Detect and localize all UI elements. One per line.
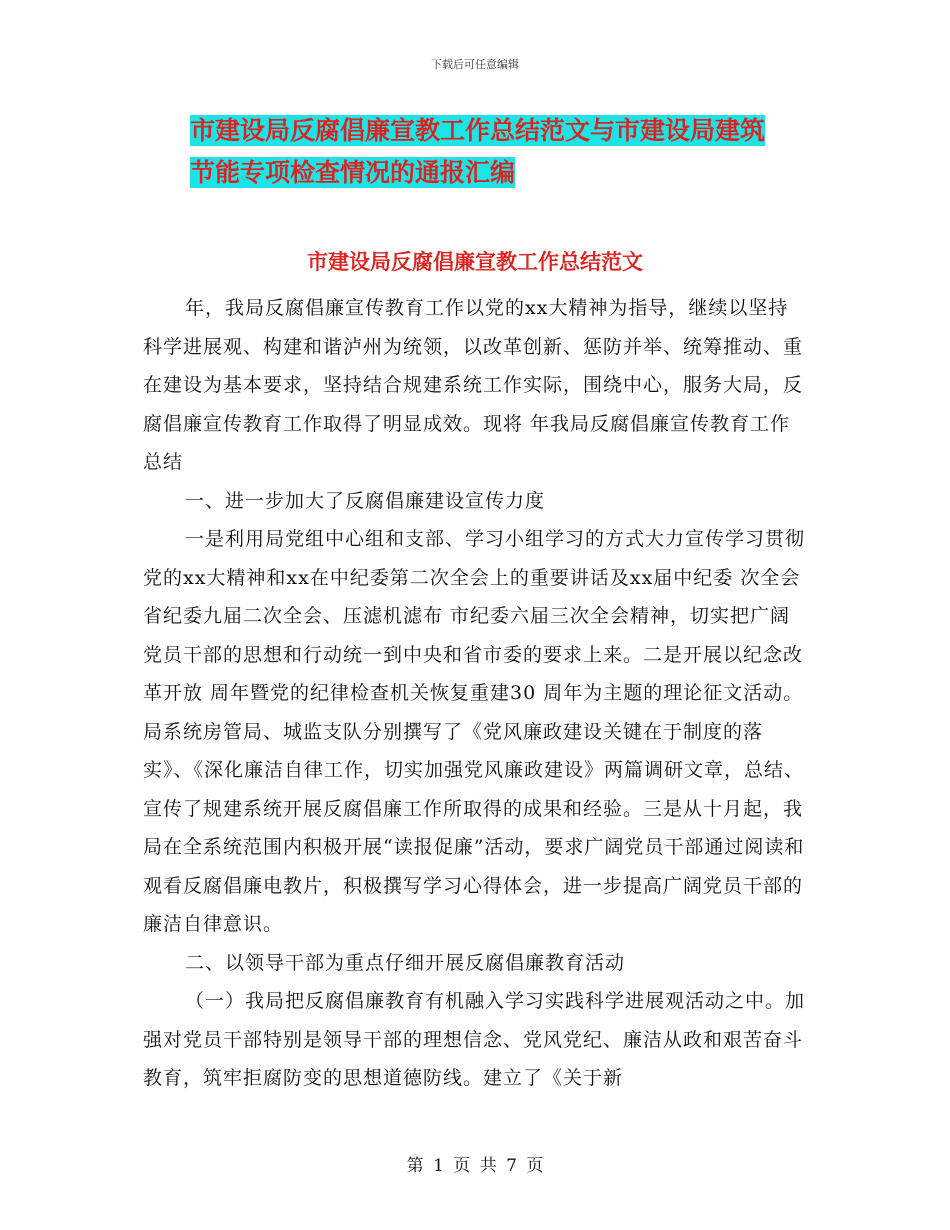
- title-line-2: 节能专项检查情况的通报汇编: [190, 158, 516, 187]
- paragraph: 二、以领导干部为重点仔细开展反腐倡廉教育活动: [185, 951, 626, 974]
- page-footer: 第 1 页 共 7 页: [406, 1156, 544, 1176]
- paragraph: 一、进一步加大了反腐倡廉建设宣传力度: [185, 489, 546, 512]
- paragraph: （一）我局把反腐倡廉教育有机融入学习实践科学进展观活动之中。加强对党员干部特别是领导干部的理想信念、党风党纪、廉洁从政和艰苦奋斗教育，筑牢拒腐防变的思想道德防线。建立了《关于新: [143, 990, 806, 1089]
- title-line-1: 市建设局反腐倡廉宣教工作总结范文与市建设局建筑: [190, 116, 766, 145]
- document-body: [143, 289, 808, 1098]
- header-note: 下载后可任意编辑: [431, 58, 519, 71]
- paragraph: 一是利用局党组中心组和支部、学习小组学习的方式大力宣传学习贯彻党的xx大精神和xx在中纪委第二次全会上的重要讲话及xx届中纪委 次全会省纪委九届二次全会、压滤机滤布 市纪委六届三次全会精神，切实把广阔党员干部的思想和行动统一到中央和省市委的要求上来。二是开展以纪念改革开放 周年暨党的纪律检查机关恢复重建30 周年为主题的理论征文活动。局系统房管局、城监支队分别撰写了《党风廉政建设关键在于制度的落实》、《深化廉洁自律工作，切实加强党风廉政建设》两篇调研文章，总结、宣传了规建系统开展反腐倡廉工作所取得的成果和经验。三是从十月起，我局在全系统范围内积极开展“读报促廉”活动，要求广阔党员干部通过阅读和观看反腐倡廉电教片，积极撰写学习心得体会，进一步提高广阔党员干部的廉洁自律意识。: [143, 528, 806, 935]
- section-title: 市建设局反腐倡廉宣教工作总结范文: [307, 249, 643, 274]
- document-title: [190, 110, 830, 194]
- paragraph: 年，我局反腐倡廉宣传教育工作以党的xx大精神为指导，继续以坚持科学进展观、构建和谐泸州为统领，以改革创新、惩防并举、统筹推动、重在建设为基本要求，坚持结合规建系统工作实际，围绕中心，服务大局，反腐倡廉宣传教育工作取得了明显成效。现将 年我局反腐倡廉宣传教育工作总结: [143, 297, 804, 473]
